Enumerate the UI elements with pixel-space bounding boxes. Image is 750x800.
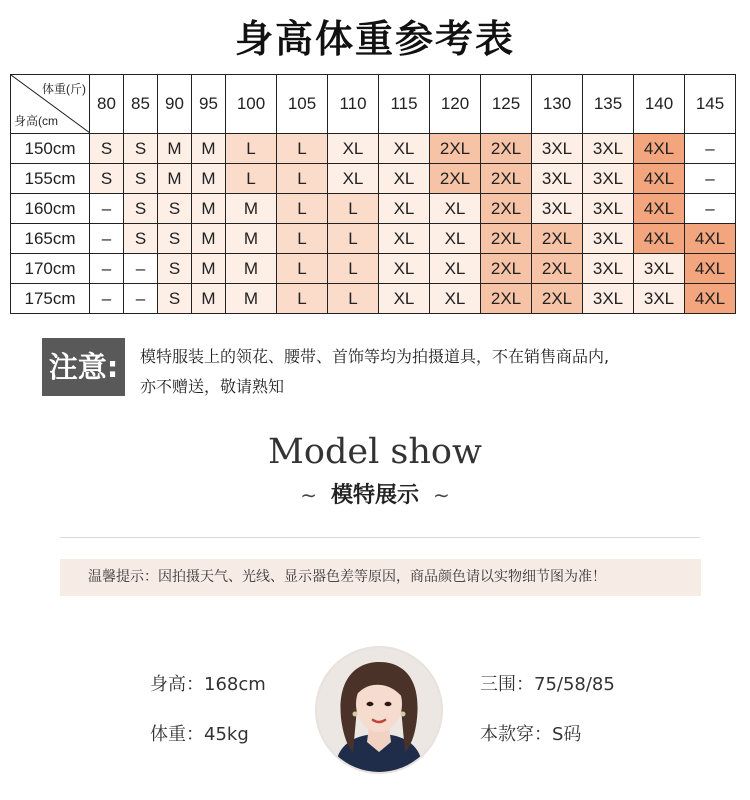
size-cell: 3XL: [583, 284, 634, 314]
weight-header-cell: 95: [192, 75, 226, 134]
size-cell: 3XL: [634, 254, 685, 284]
size-cell: L: [277, 134, 328, 164]
size-cell: 4XL: [685, 224, 736, 254]
weight-header-cell: 115: [379, 75, 430, 134]
size-cell: L: [328, 194, 379, 224]
size-cell: M: [192, 194, 226, 224]
color-tip-banner: 温馨提示：因拍摄天气、光线、显示器色差等原因，商品颜色请以实物细节图为准！: [60, 559, 701, 596]
size-cell: XL: [430, 224, 481, 254]
size-cell: 3XL: [532, 194, 583, 224]
size-cell: M: [226, 194, 277, 224]
weight-header-cell: 120: [430, 75, 481, 134]
size-cell: 2XL: [532, 254, 583, 284]
size-cell: S: [158, 284, 192, 314]
height-header-cell: 155cm: [11, 164, 90, 194]
size-cell: –: [90, 254, 124, 284]
model-show-heading: Model show: [268, 432, 482, 472]
model-wearing-size: 本款穿：S码: [480, 724, 582, 745]
size-cell: 4XL: [634, 194, 685, 224]
size-cell: –: [90, 284, 124, 314]
size-cell: L: [226, 134, 277, 164]
size-cell: XL: [379, 254, 430, 284]
size-cell: S: [124, 194, 158, 224]
size-cell: 3XL: [532, 134, 583, 164]
size-row: [11, 194, 736, 224]
weight-header-cell: 90: [158, 75, 192, 134]
table-corner: [11, 75, 90, 134]
size-cell: S: [90, 134, 124, 164]
size-cell: S: [158, 224, 192, 254]
size-cell: S: [124, 164, 158, 194]
size-cell: 3XL: [583, 254, 634, 284]
note-line-1: 模特服装上的领花、腰带、首饰等均为拍摄道具，不在销售商品内,: [140, 347, 610, 366]
size-cell: L: [328, 224, 379, 254]
wave-ornament-right-icon: ∼: [433, 483, 450, 507]
size-cell: –: [124, 254, 158, 284]
model-portrait-icon: [317, 648, 441, 772]
size-cell: M: [226, 254, 277, 284]
size-cell: S: [124, 134, 158, 164]
size-cell: XL: [379, 134, 430, 164]
model-measurements: 三围：75/58/85: [480, 674, 615, 695]
height-header-cell: 160cm: [11, 194, 90, 224]
size-cell: –: [124, 284, 158, 314]
weight-header-cell: 130: [532, 75, 583, 134]
size-cell: 2XL: [481, 164, 532, 194]
size-cell: L: [277, 194, 328, 224]
size-cell: 3XL: [583, 194, 634, 224]
size-cell: L: [328, 254, 379, 284]
weight-header-row: [11, 75, 736, 134]
size-cell: XL: [430, 284, 481, 314]
size-cell: M: [226, 284, 277, 314]
size-cell: XL: [379, 284, 430, 314]
size-cell: 2XL: [430, 134, 481, 164]
model-weight: 体重：45kg: [150, 724, 249, 745]
size-cell: 3XL: [532, 164, 583, 194]
size-row: [11, 224, 736, 254]
size-cell: XL: [328, 134, 379, 164]
size-cell: M: [192, 164, 226, 194]
page-title: 身高体重参考表: [234, 17, 515, 61]
model-subheading-text: 模特展示: [330, 483, 419, 508]
wave-ornament-left-icon: ∼: [300, 483, 317, 507]
size-cell: 4XL: [634, 224, 685, 254]
size-cell: XL: [328, 164, 379, 194]
size-cell: M: [192, 134, 226, 164]
size-cell: 4XL: [634, 164, 685, 194]
size-cell: XL: [379, 194, 430, 224]
height-header-cell: 150cm: [11, 134, 90, 164]
size-chart-table: [10, 74, 736, 314]
size-cell: 2XL: [532, 224, 583, 254]
size-cell: M: [192, 284, 226, 314]
size-cell: XL: [379, 224, 430, 254]
size-row: [11, 164, 736, 194]
note-badge: 注意:: [42, 338, 125, 396]
weight-header-cell: 140: [634, 75, 685, 134]
size-cell: 3XL: [583, 224, 634, 254]
size-cell: M: [192, 254, 226, 284]
size-cell: M: [158, 134, 192, 164]
size-cell: L: [277, 164, 328, 194]
size-cell: 2XL: [481, 284, 532, 314]
weight-header-cell: 80: [90, 75, 124, 134]
size-cell: 4XL: [685, 254, 736, 284]
size-row: [11, 254, 736, 284]
weight-header-cell: 100: [226, 75, 277, 134]
size-cell: S: [158, 254, 192, 284]
weight-header-cell: 145: [685, 75, 736, 134]
size-cell: S: [90, 164, 124, 194]
model-height: 身高：168cm: [150, 674, 266, 695]
size-cell: 2XL: [481, 224, 532, 254]
size-cell: XL: [379, 164, 430, 194]
size-cell: XL: [430, 194, 481, 224]
size-cell: M: [192, 224, 226, 254]
size-cell: L: [277, 284, 328, 314]
size-cell: –: [90, 224, 124, 254]
size-cell: L: [226, 164, 277, 194]
size-cell: XL: [430, 254, 481, 284]
size-cell: –: [90, 194, 124, 224]
weight-header-cell: 135: [583, 75, 634, 134]
size-cell: 3XL: [583, 134, 634, 164]
height-header-cell: 175cm: [11, 284, 90, 314]
note-text: [140, 342, 740, 402]
weight-header-cell: 105: [277, 75, 328, 134]
size-row: [11, 284, 736, 314]
size-cell: –: [685, 134, 736, 164]
model-subheading: [0, 478, 750, 509]
size-cell: 2XL: [481, 254, 532, 284]
size-cell: M: [226, 224, 277, 254]
size-cell: L: [328, 284, 379, 314]
size-cell: L: [277, 224, 328, 254]
model-avatar: [315, 646, 443, 774]
weight-header-cell: 85: [124, 75, 158, 134]
height-axis-label: 身高(cm: [14, 114, 58, 128]
size-cell: L: [277, 254, 328, 284]
size-cell: –: [685, 194, 736, 224]
size-cell: 2XL: [481, 194, 532, 224]
size-cell: 4XL: [685, 284, 736, 314]
size-cell: 2XL: [481, 134, 532, 164]
height-header-cell: 170cm: [11, 254, 90, 284]
weight-header-cell: 125: [481, 75, 532, 134]
weight-axis-label: 体重(斤): [42, 82, 86, 96]
size-cell: 4XL: [634, 134, 685, 164]
size-cell: 3XL: [583, 164, 634, 194]
size-cell: M: [158, 164, 192, 194]
size-cell: 2XL: [532, 284, 583, 314]
size-cell: 3XL: [634, 284, 685, 314]
size-cell: S: [158, 194, 192, 224]
note-line-2: 亦不赠送，敬请熟知: [140, 377, 285, 396]
size-row: [11, 134, 736, 164]
height-header-cell: 165cm: [11, 224, 90, 254]
size-cell: –: [685, 164, 736, 194]
section-divider: [60, 537, 700, 538]
size-cell: S: [124, 224, 158, 254]
size-cell: 2XL: [430, 164, 481, 194]
weight-header-cell: 110: [328, 75, 379, 134]
